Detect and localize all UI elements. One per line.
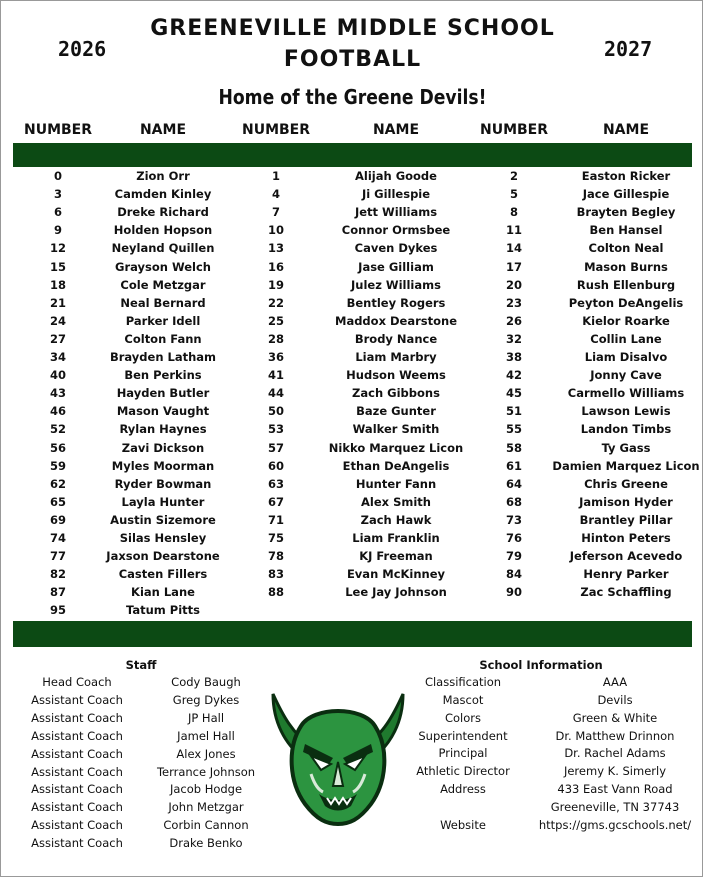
- player-name: Rylan Haynes: [119, 422, 207, 436]
- player-name: Layla Hunter: [121, 495, 205, 509]
- player-number: 52: [49, 422, 66, 436]
- school-info-value: Jeremy K. Simerly: [563, 764, 667, 778]
- player-number: 19: [267, 278, 284, 292]
- page-title-line1: GREENEVILLE MIDDLE SCHOOL: [150, 16, 555, 41]
- player-number: 73: [505, 513, 522, 527]
- player-number: 24: [49, 314, 66, 328]
- school-info-label: Mascot: [442, 693, 484, 707]
- col-header-number-2: NUMBER: [241, 122, 311, 138]
- player-name: Cole Metzgar: [120, 278, 206, 292]
- page-subtitle: Home of the Greene Devils!: [218, 85, 487, 109]
- player-number: 41: [267, 368, 284, 382]
- player-name: Easton Ricker: [581, 169, 671, 183]
- player-number: 77: [49, 549, 66, 563]
- school-info-label: Website: [440, 818, 486, 832]
- player-number: 44: [267, 386, 284, 400]
- player-number: 25: [267, 314, 284, 328]
- player-number: 75: [267, 531, 284, 545]
- player-number: 34: [49, 350, 66, 364]
- player-name: Mason Burns: [584, 260, 668, 274]
- player-name: Austin Sizemore: [110, 513, 216, 527]
- staff-name: Drake Benko: [169, 836, 243, 850]
- player-name: Ji Gillespie: [361, 187, 431, 201]
- player-name: Ty Gass: [601, 441, 651, 455]
- player-number: 36: [267, 350, 284, 364]
- player-name: Brayden Latham: [109, 350, 217, 364]
- player-number: 40: [49, 368, 66, 382]
- year-left: 2026: [58, 37, 107, 61]
- school-info-value: 433 East Vann Road: [557, 782, 673, 796]
- player-name: Neal Bernard: [120, 296, 206, 310]
- player-number: 55: [505, 422, 522, 436]
- col-header-name-1: NAME: [139, 122, 187, 138]
- player-number: 42: [505, 368, 522, 382]
- player-name: Jeferson Acevedo: [569, 549, 683, 563]
- player-name: Henry Parker: [583, 567, 669, 581]
- col-header-number-3: NUMBER: [479, 122, 549, 138]
- player-number: 15: [49, 260, 66, 274]
- player-number: 61: [505, 459, 522, 473]
- player-number: 95: [49, 603, 66, 617]
- school-info-label: Colors: [444, 711, 482, 725]
- player-number: 87: [49, 585, 66, 599]
- player-name: Nikko Marquez Licon: [328, 441, 464, 455]
- player-name: Liam Franklin: [352, 531, 440, 545]
- staff-role: Assistant Coach: [31, 765, 123, 779]
- player-name: Carmello Williams: [567, 386, 685, 400]
- player-name: Neyland Quillen: [111, 241, 215, 255]
- player-name: Zac Schaffling: [580, 585, 672, 599]
- staff-name: John Metzgar: [168, 800, 244, 814]
- player-number: 26: [505, 314, 522, 328]
- player-name: Jace Gillespie: [582, 187, 670, 201]
- player-number: 10: [267, 223, 284, 237]
- player-name: Jaxson Dearstone: [106, 549, 220, 563]
- player-number: 38: [505, 350, 522, 364]
- school-info-value: Dr. Rachel Adams: [564, 746, 666, 760]
- green-devil-mascot-icon: [263, 686, 413, 826]
- player-number: 21: [49, 296, 66, 310]
- player-name: Zion Orr: [136, 169, 190, 183]
- player-name: Connor Ormsbee: [341, 223, 451, 237]
- player-number: 1: [271, 169, 280, 183]
- player-name: Liam Disalvo: [584, 350, 668, 364]
- player-number: 78: [267, 549, 284, 563]
- player-number: 50: [267, 404, 284, 418]
- player-number: 68: [505, 495, 522, 509]
- player-name: Liam Marbry: [355, 350, 437, 364]
- player-number: 13: [267, 241, 284, 255]
- player-number: 32: [505, 332, 522, 346]
- year-right: 2027: [604, 37, 653, 61]
- player-number: 22: [267, 296, 284, 310]
- player-number: 56: [49, 441, 66, 455]
- school-info-label: Principal: [438, 746, 488, 760]
- player-number: 63: [267, 477, 284, 491]
- player-number: 58: [505, 441, 522, 455]
- player-number: 43: [49, 386, 66, 400]
- player-name: Mason Vaught: [116, 404, 210, 418]
- player-number: 65: [49, 495, 66, 509]
- player-name: Rush Ellenburg: [576, 278, 676, 292]
- player-name: Collin Lane: [590, 332, 662, 346]
- player-number: 62: [49, 477, 66, 491]
- player-name: Kian Lane: [131, 585, 195, 599]
- player-name: Colton Neal: [588, 241, 664, 255]
- player-name: Ethan DeAngelis: [342, 459, 450, 473]
- player-name: Brayten Begley: [576, 205, 676, 219]
- player-name: Zach Gibbons: [352, 386, 440, 400]
- player-number: 0: [53, 169, 62, 183]
- player-number: 83: [267, 567, 284, 581]
- player-name: Zach Hawk: [360, 513, 432, 527]
- staff-name: Alex Jones: [176, 747, 236, 761]
- staff-role: Assistant Coach: [31, 747, 123, 761]
- player-name: Jamison Hyder: [579, 495, 673, 509]
- player-number: 53: [267, 422, 284, 436]
- school-info-label: Classification: [424, 675, 502, 689]
- player-number: 7: [271, 205, 280, 219]
- player-number: 90: [505, 585, 522, 599]
- staff-role: Head Coach: [42, 675, 112, 689]
- staff-name: Terrance Johnson: [156, 765, 256, 779]
- staff-role: Assistant Coach: [31, 729, 123, 743]
- player-name: Ben Perkins: [124, 368, 202, 382]
- player-name: KJ Freeman: [359, 549, 433, 563]
- player-name: Alex Smith: [361, 495, 431, 509]
- staff-role: Assistant Coach: [31, 836, 123, 850]
- player-number: 4: [271, 187, 280, 201]
- footer-divider-bar: [13, 621, 692, 647]
- player-number: 46: [49, 404, 66, 418]
- player-name: Maddox Dearstone: [335, 314, 457, 328]
- player-number: 16: [267, 260, 284, 274]
- player-name: Silas Hensley: [119, 531, 207, 545]
- school-info-label: Address: [440, 782, 486, 796]
- player-number: 23: [505, 296, 522, 310]
- player-name: Ryder Bowman: [114, 477, 212, 491]
- school-info-value: Green & White: [572, 711, 658, 725]
- school-info-label: Superintendent: [418, 729, 508, 743]
- player-name: Holden Hopson: [113, 223, 213, 237]
- school-info-label: Athletic Director: [416, 764, 510, 778]
- player-name: Alijah Goode: [355, 169, 437, 183]
- player-number: 2: [509, 169, 518, 183]
- col-header-name-2: NAME: [372, 122, 420, 138]
- player-name: Ben Hansel: [589, 223, 663, 237]
- player-number: 8: [509, 205, 518, 219]
- school-website-link[interactable]: https://gms.gcschools.net/: [538, 818, 692, 832]
- staff-role: Assistant Coach: [31, 818, 123, 832]
- player-number: 9: [53, 223, 62, 237]
- player-name: Tatum Pitts: [125, 603, 200, 617]
- player-name: Camden Kinley: [114, 187, 212, 201]
- school-info-value: AAA: [602, 675, 628, 689]
- page-title-line2: FOOTBALL: [283, 47, 422, 72]
- player-name: Walker Smith: [352, 422, 440, 436]
- player-name: Damien Marquez Licon: [552, 459, 700, 473]
- header-divider-bar: [13, 143, 692, 167]
- col-header-number-1: NUMBER: [23, 122, 93, 138]
- player-number: 27: [49, 332, 66, 346]
- school-info-value: Devils: [597, 693, 633, 707]
- player-number: 71: [267, 513, 284, 527]
- player-name: Grayson Welch: [115, 260, 211, 274]
- player-number: 57: [267, 441, 284, 455]
- player-name: Myles Moorman: [111, 459, 215, 473]
- player-name: Julez Williams: [351, 278, 441, 292]
- player-number: 74: [49, 531, 66, 545]
- player-number: 5: [509, 187, 518, 201]
- player-name: Peyton DeAngelis: [568, 296, 684, 310]
- player-name: Caven Dykes: [354, 241, 438, 255]
- player-name: Bentley Rogers: [346, 296, 446, 310]
- staff-role: Assistant Coach: [31, 711, 123, 725]
- player-number: 45: [505, 386, 522, 400]
- player-number: 6: [53, 205, 62, 219]
- col-header-name-3: NAME: [602, 122, 650, 138]
- player-number: 3: [53, 187, 62, 201]
- player-number: 69: [49, 513, 66, 527]
- player-number: 88: [267, 585, 284, 599]
- staff-heading: Staff: [125, 658, 157, 672]
- staff-name: Jamel Hall: [177, 729, 235, 743]
- player-number: 59: [49, 459, 66, 473]
- player-name: Zavi Dickson: [121, 441, 205, 455]
- player-name: Brantley Pillar: [579, 513, 673, 527]
- player-name: Lee Jay Johnson: [345, 585, 447, 599]
- player-name: Casten Fillers: [118, 567, 208, 581]
- staff-role: Assistant Coach: [31, 693, 123, 707]
- school-info-value: Dr. Matthew Drinnon: [555, 729, 675, 743]
- player-name: Brody Nance: [354, 332, 438, 346]
- player-number: 18: [49, 278, 66, 292]
- player-name: Jett Williams: [354, 205, 438, 219]
- player-number: 20: [505, 278, 522, 292]
- player-number: 28: [267, 332, 284, 346]
- staff-name: JP Hall: [187, 711, 225, 725]
- player-name: Lawson Lewis: [581, 404, 671, 418]
- player-name: Dreke Richard: [117, 205, 209, 219]
- player-number: 17: [505, 260, 522, 274]
- staff-name: Cody Baugh: [171, 675, 241, 689]
- staff-name: Jacob Hodge: [169, 782, 243, 796]
- player-name: Kielor Roarke: [582, 314, 670, 328]
- player-number: 84: [505, 567, 522, 581]
- player-name: Hayden Butler: [116, 386, 210, 400]
- player-name: Baze Gunter: [356, 404, 436, 418]
- player-number: 12: [49, 241, 66, 255]
- player-number: 64: [505, 477, 522, 491]
- player-name: Jase Gilliam: [358, 260, 434, 274]
- staff-name: Corbin Cannon: [163, 818, 249, 832]
- player-name: Hunter Fann: [355, 477, 437, 491]
- player-number: 51: [505, 404, 522, 418]
- player-number: 67: [267, 495, 284, 509]
- player-number: 79: [505, 549, 522, 563]
- player-name: Jonny Cave: [590, 368, 662, 382]
- player-name: Evan McKinney: [346, 567, 446, 581]
- staff-role: Assistant Coach: [31, 800, 123, 814]
- player-number: 82: [49, 567, 66, 581]
- player-name: Colton Fann: [124, 332, 202, 346]
- school-info-value: Greeneville, TN 37743: [550, 800, 680, 814]
- staff-role: Assistant Coach: [31, 782, 123, 796]
- player-number: 76: [505, 531, 522, 545]
- player-name: Landon Timbs: [580, 422, 672, 436]
- player-number: 14: [505, 241, 522, 255]
- player-name: Hinton Peters: [581, 531, 671, 545]
- player-name: Chris Greene: [584, 477, 668, 491]
- staff-name: Greg Dykes: [172, 693, 240, 707]
- player-name: Parker Idell: [125, 314, 201, 328]
- player-number: 11: [505, 223, 522, 237]
- player-name: Hudson Weems: [346, 368, 446, 382]
- player-number: 60: [267, 459, 284, 473]
- school-info-heading: School Information: [479, 658, 603, 672]
